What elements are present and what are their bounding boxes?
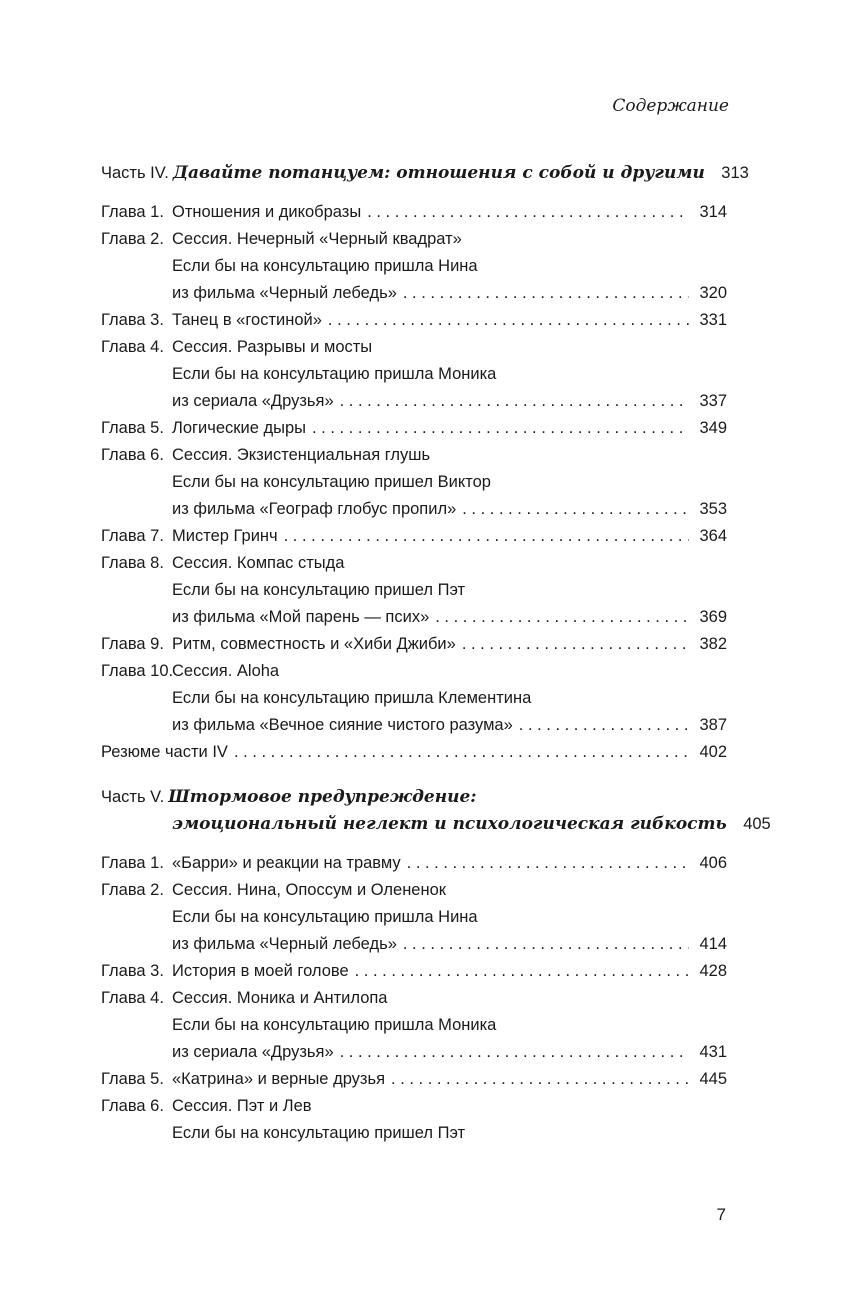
toc-entry [101, 1039, 727, 1066]
toc-entry [101, 604, 727, 631]
toc-entry [101, 442, 727, 469]
chapter-title: Сессия. Компас стыда [172, 554, 345, 572]
toc-entry [101, 958, 727, 985]
chapter-title: Если бы на консультацию пришел Виктор [172, 473, 491, 491]
chapter-title: Мистер Гринч [172, 527, 278, 545]
chapter-title: Если бы на консультацию пришла Моника [172, 365, 497, 383]
toc-entry [101, 550, 727, 577]
toc-entry [101, 904, 727, 931]
chapter-title: из фильма «Мой парень — псих» [172, 608, 430, 626]
toc-entry [101, 280, 727, 307]
toc-entry [101, 334, 727, 361]
chapter-label: Глава 3. [101, 962, 164, 980]
toc-entry [101, 253, 727, 280]
chapter-label: Глава 6. [101, 446, 164, 464]
dot-leader [462, 631, 689, 658]
chapter-label: Глава 6. [101, 1097, 164, 1115]
chapter-title: Сессия. Нина, Опоссум и Олененок [172, 881, 446, 899]
toc-entry [101, 226, 727, 253]
part-5-heading-cont [101, 811, 771, 838]
page-ref: 414 [699, 935, 727, 953]
chapter-label: Глава 1. [101, 203, 164, 221]
part-5-entries [101, 850, 727, 1147]
page-ref: 320 [699, 284, 727, 302]
chapter-title: Сессия. Разрывы и мосты [172, 338, 373, 356]
part-5-heading [101, 784, 727, 811]
chapter-label: Глава 5. [101, 419, 164, 437]
dot-leader [355, 958, 689, 985]
chapter-title: Если бы на консультацию пришла Нина [172, 257, 478, 275]
page-ref: 369 [699, 608, 727, 626]
chapter-title: Сессия. Моника и Антилопа [172, 989, 388, 1007]
part-4-summary [101, 739, 727, 766]
chapter-title: История в моей голове [172, 962, 349, 980]
chapter-title: Если бы на консультацию пришла Моника [172, 1016, 497, 1034]
chapter-label: Глава 8. [101, 554, 164, 572]
page-ref: 353 [699, 500, 727, 518]
toc-entry [101, 685, 727, 712]
toc-entry [101, 712, 727, 739]
page-ref: 337 [699, 392, 727, 410]
chapter-title: из фильма «Черный лебедь» [172, 284, 397, 302]
chapter-title: Сессия. Пэт и Лев [172, 1097, 312, 1115]
part-title-line-2: эмоциональный неглект и психологическая гибкость [172, 814, 727, 834]
dot-leader [340, 1039, 689, 1066]
chapter-title: Логические дыры [172, 419, 306, 437]
chapter-label: Глава 3. [101, 311, 164, 329]
part-title-line-1: Штормовое предупреждение: [168, 787, 477, 807]
chapter-label: Глава 2. [101, 881, 164, 899]
page-ref: 387 [699, 716, 727, 734]
page-ref: 406 [699, 854, 727, 872]
chapter-title: «Катрина» и верные друзья [172, 1070, 386, 1088]
chapter-label: Глава 9. [101, 635, 164, 653]
dot-leader [312, 415, 689, 442]
chapter-title: Отношения и дикобразы [172, 203, 362, 221]
dot-leader [403, 280, 689, 307]
page-ref: 405 [743, 815, 771, 833]
toc-entry [101, 361, 727, 388]
toc-entry [101, 658, 727, 685]
toc-entry [101, 1066, 727, 1093]
chapter-label: Глава 7. [101, 527, 164, 545]
toc-entry [101, 388, 727, 415]
toc-entry [101, 850, 727, 877]
page-ref: 331 [699, 311, 727, 329]
part-4-entries [101, 199, 727, 739]
page-ref: 382 [699, 635, 727, 653]
dot-leader [462, 496, 689, 523]
toc-entry [101, 1093, 727, 1120]
page-number: 7 [716, 1205, 726, 1224]
chapter-title: Если бы на консультацию пришла Клементина [172, 689, 532, 707]
dot-leader [234, 739, 689, 766]
page-ref: 445 [699, 1070, 727, 1088]
toc-entry [101, 985, 727, 1012]
dot-leader [391, 1066, 689, 1093]
toc-entry [101, 1012, 727, 1039]
chapter-title: из фильма «Географ глобус пропил» [172, 500, 457, 518]
chapter-label: Глава 5. [101, 1070, 164, 1088]
chapter-label: Глава 10. [101, 662, 174, 680]
chapter-title: Сессия. Нечерный «Черный квадрат» [172, 230, 462, 248]
chapter-title: Если бы на консультацию пришел Пэт [172, 1124, 466, 1142]
part-4-heading [101, 160, 749, 187]
part-title: Давайте потанцуем: отношения с собой и другими [172, 163, 705, 183]
summary-title: Резюме части IV [101, 743, 228, 761]
page-ref: 431 [699, 1043, 727, 1061]
dot-leader [328, 307, 689, 334]
toc-entry [101, 199, 727, 226]
dot-leader [367, 199, 689, 226]
part-label: Часть V. [101, 788, 165, 806]
chapter-title: Если бы на консультацию пришел Пэт [172, 581, 466, 599]
chapter-title: Если бы на консультацию пришла Нина [172, 908, 478, 926]
dot-leader [340, 388, 689, 415]
running-header: Содержание [612, 96, 729, 116]
dot-leader [407, 850, 689, 877]
page-ref: 428 [699, 962, 727, 980]
toc-entry [101, 877, 727, 904]
dot-leader [435, 604, 689, 631]
chapter-title: Сессия. Aloha [172, 662, 280, 680]
toc-entry [101, 931, 727, 958]
toc-entry [101, 523, 727, 550]
dot-leader [284, 523, 689, 550]
toc-entry [101, 1120, 727, 1147]
chapter-label: Глава 1. [101, 854, 164, 872]
chapter-label: Глава 4. [101, 338, 164, 356]
toc-entry [101, 631, 727, 658]
part-label: Часть IV. [101, 164, 169, 182]
toc-entry [101, 469, 727, 496]
page-ref: 402 [699, 743, 727, 761]
toc-entry [101, 577, 727, 604]
page-ref: 364 [699, 527, 727, 545]
toc-entry [101, 496, 727, 523]
chapter-title: из сериала «Друзья» [172, 392, 334, 410]
page-ref: 313 [721, 164, 749, 182]
page-ref: 349 [699, 419, 727, 437]
chapter-title: из сериала «Друзья» [172, 1043, 334, 1061]
chapter-title: Ритм, совместность и «Хиби Джиби» [172, 635, 456, 653]
table-of-contents [101, 160, 771, 1147]
toc-entry [101, 307, 727, 334]
chapter-title: Танец в «гостиной» [172, 311, 322, 329]
chapter-title: из фильма «Вечное сияние чистого разума» [172, 716, 513, 734]
chapter-title: из фильма «Черный лебедь» [172, 935, 397, 953]
dot-leader [403, 931, 689, 958]
chapter-label: Глава 4. [101, 989, 164, 1007]
toc-entry [101, 415, 727, 442]
chapter-title: Сессия. Экзистенциальная глушь [172, 446, 431, 464]
chapter-title: «Барри» и реакции на травму [172, 854, 401, 872]
page-ref: 314 [699, 203, 727, 221]
dot-leader [519, 712, 689, 739]
chapter-label: Глава 2. [101, 230, 164, 248]
